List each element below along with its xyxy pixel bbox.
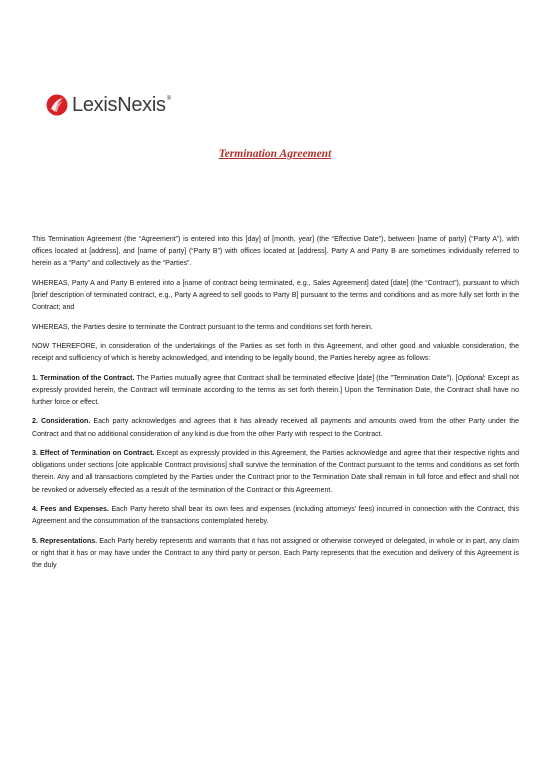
section-1 xyxy=(32,373,519,410)
whereas-paragraph-1: WHEREAS, Party A and Party B entered into a [name of contract being terminated, e.g., Sales Agreement] dated [date] (the “Contract”), pursuant to which [brief description of terminated contract, e.g., Party A agreed to sell goods to Party B] pursuant to the terms and conditions and as more fully set forth in the Contract; and xyxy=(32,279,519,312)
section-3-text: Except as expressly provided in this Agreement, the Parties acknowledge and agree that their respective rights and obligations under sections [cite applicable Contract provisions] shall survive the termination of the Contract pursuant to the terms and conditions as set forth therein. Any and all transactions completed by the Parties under the Contract prior to the Termination Date shall remain in full force and effect and shall not be revoked or adversely effected as a result of the termination of the Contract or this Agreement. xyxy=(32,449,519,494)
section-5-text: Each Party hereby represents and warrants that it has not assigned or otherwise conveyed or delegated, in whole or in part, any claim or right that it has or may have under the Contract to any third party or person. Each Party represents that the execution and delivery of this Agreement is the duly xyxy=(32,537,519,569)
intro-paragraph xyxy=(32,234,519,271)
section-4-heading: 4. Fees and Expenses. xyxy=(32,505,109,513)
section-1-text-b: : Except as expressly provided herein, the Contract will terminate according to the terms as set forth therein.] Upon the Termination Date, the Contract shall have no further force or effect. xyxy=(32,374,520,406)
whereas-paragraph-2: WHEREAS, the Parties desire to terminate the Contract pursuant to the terms and conditions set forth herein. xyxy=(32,323,373,331)
section-5 xyxy=(32,536,519,573)
section-3 xyxy=(32,448,519,497)
lexisnexis-logo-icon xyxy=(46,94,68,116)
section-2-text: Each party acknowledges and agrees that it has already received all payments and amounts owed from the other Party under the Contract and that no additional consideration of any kind is due from the other Party with respect to the Contract. xyxy=(32,418,519,438)
now-therefore-paragraph: NOW THEREFORE, in consideration of the undertakings of the Parties as set forth in this Agreement, and other good and valuable consideration, the receipt and sufficiency of which is hereby acknowledged, and intending to be legally bound, the Parties hereby agree as follows: xyxy=(32,342,519,363)
section-1-optional: Optional xyxy=(457,374,484,382)
section-2-heading: 2. Consideration. xyxy=(32,418,91,426)
section-2 xyxy=(32,416,519,440)
lexisnexis-logo xyxy=(46,93,171,117)
document-body xyxy=(32,234,519,579)
section-4-text: Each Party hereto shall bear its own fees and expenses (including attorneys’ fees) incurred in connection with the Contract, this Agreement and the consummation of the transactions contemplated hereby. xyxy=(32,505,519,526)
section-4 xyxy=(32,504,519,528)
section-1-heading: 1. Termination of the Contract. xyxy=(32,374,135,382)
logo-registered-mark: ® xyxy=(166,96,172,102)
section-3-heading: 3. Effect of Termination on Contract. xyxy=(32,449,155,457)
document-title: Termination Agreement xyxy=(218,148,332,160)
logo-text: LexisNexis xyxy=(72,93,166,116)
intro-text: This Termination Agreement (the “Agreement”) is entered into this [day] of [month, year] (the “Effective Date”), between [name of party] (“Party A”), with offices located at [address], and [name of party] (“Party B”) with offices located at [address]. Party A and Party B are sometimes individually referred to herein as a “Party” and collectively as the “Parties”. xyxy=(32,236,519,268)
section-1-text-a: The Parties mutually agree that Contract shall be terminated effective [date] (the "Termination Date"). [ xyxy=(134,374,458,382)
section-5-heading: 5. Representations. xyxy=(32,537,98,545)
